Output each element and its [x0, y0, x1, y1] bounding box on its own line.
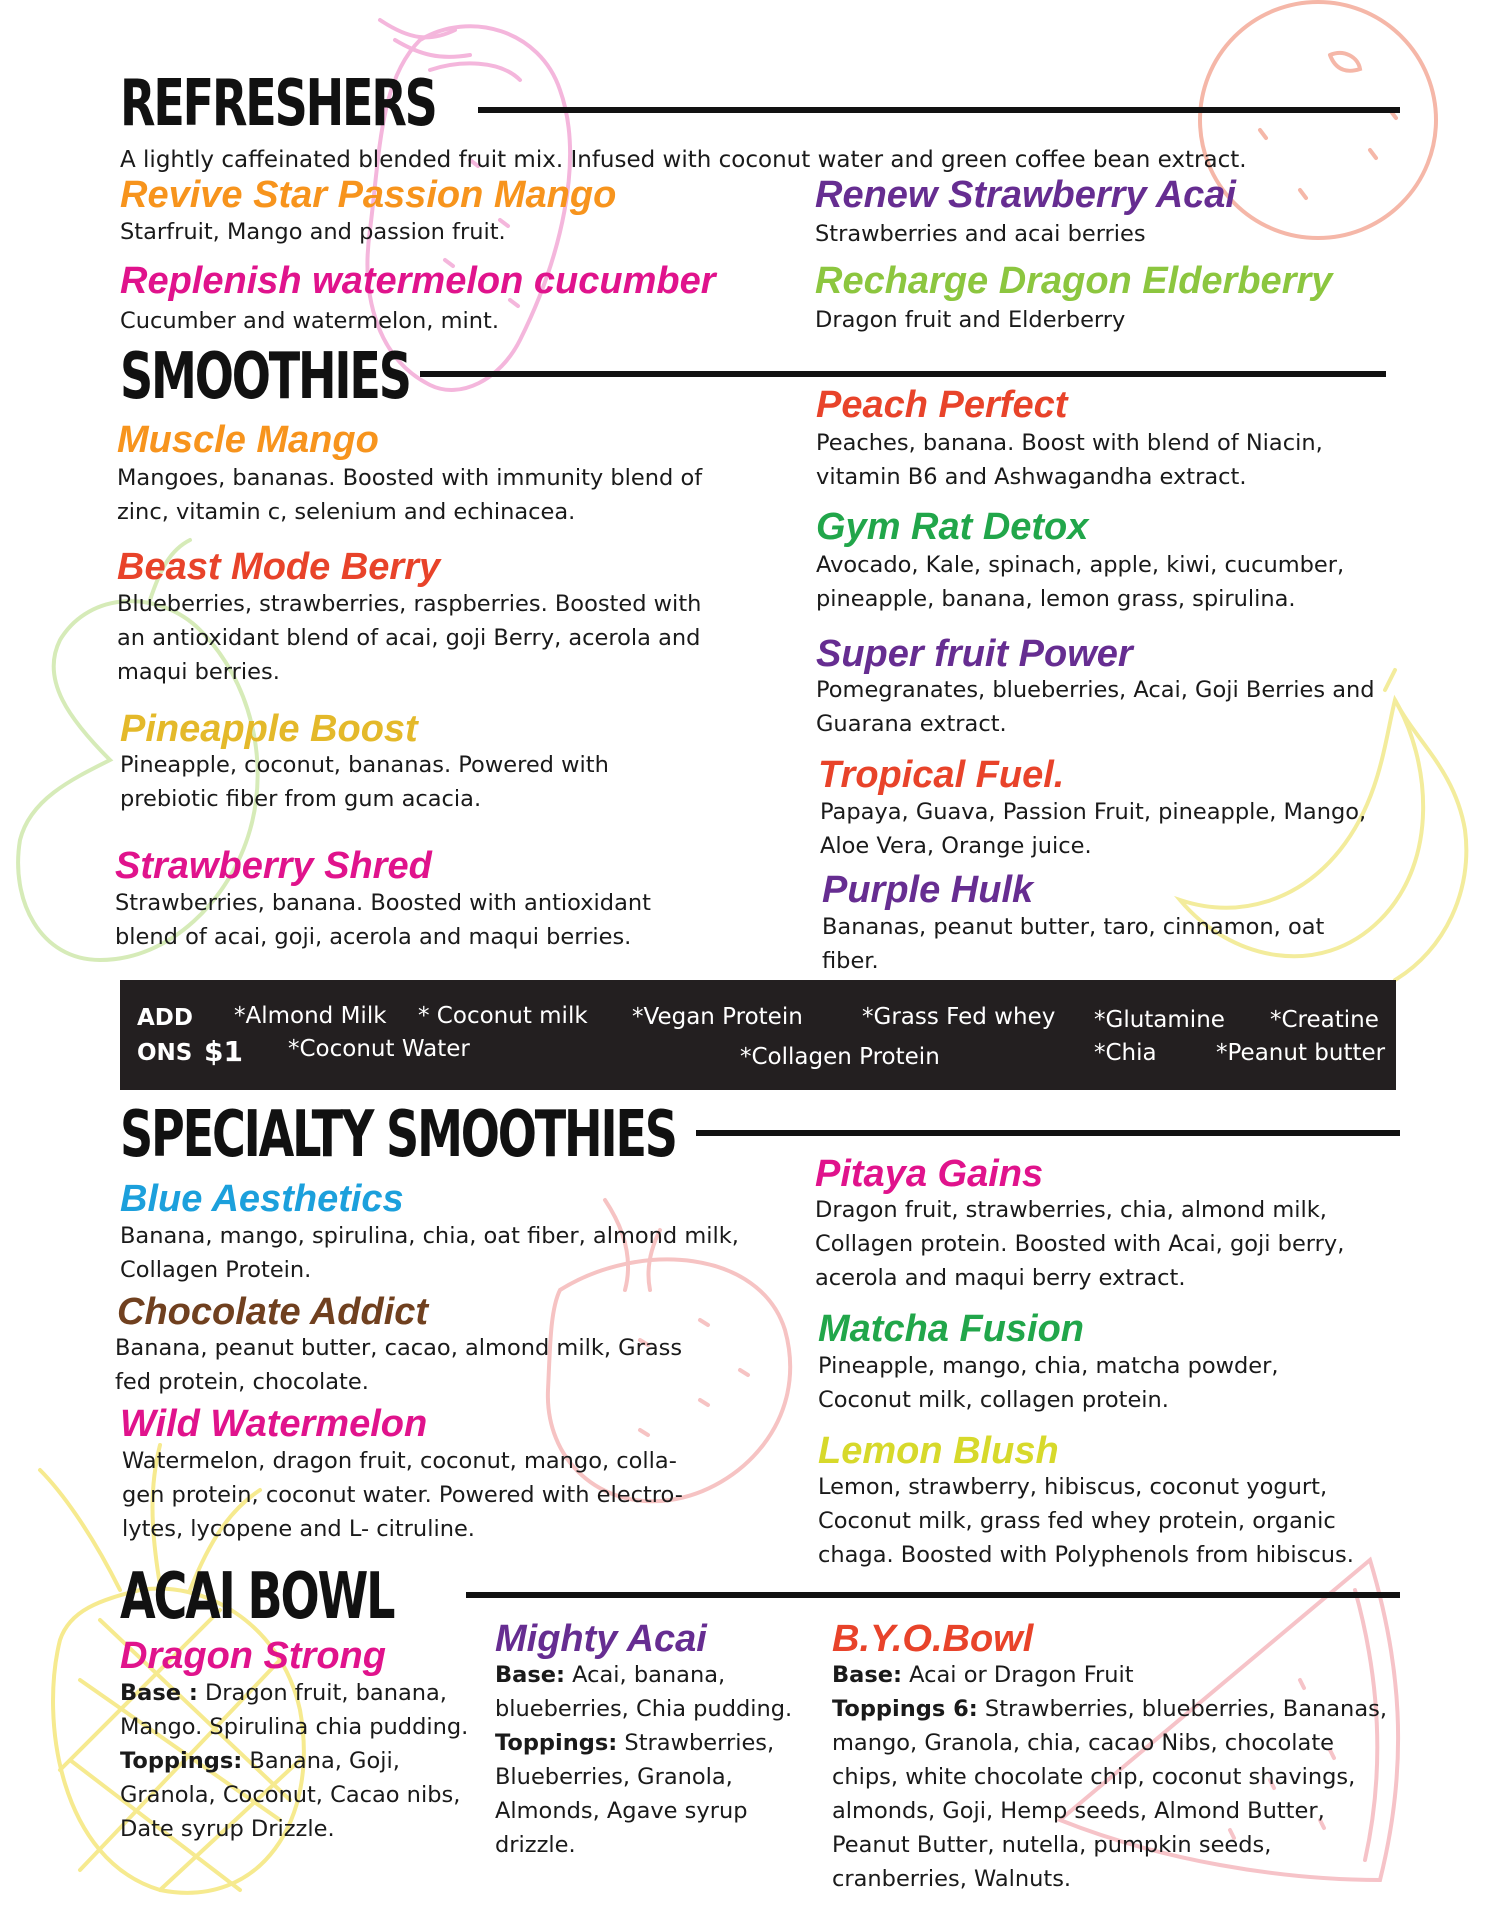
item-desc: Strawberries, banana. Boosted with antioxidant blend of acai, goji, acerola and maqui berries.	[115, 890, 651, 950]
item-name: Matcha Fusion	[818, 1308, 1085, 1350]
item-desc: Watermelon, dragon fruit, coconut, mango, colla- gen protein, coconut water. Powered with electro- lytes, lycopene and L- citruline.	[122, 1448, 683, 1542]
addon-item: *Vegan Protein	[632, 1004, 803, 1030]
item-name: Wild Watermelon	[120, 1403, 428, 1445]
toppings-text: Strawberries, Blueberries, Granola, Almonds, Agave syrup drizzle.	[495, 1730, 775, 1858]
acai-rule	[466, 1592, 1400, 1598]
item-name: Lemon Blush	[818, 1430, 1059, 1472]
item-desc: Bananas, peanut butter, taro, cinnamon, oat fiber.	[822, 914, 1325, 974]
bowl-desc	[495, 1658, 815, 1862]
base-label: Base:	[495, 1662, 565, 1688]
refreshers-heading: REFRESHERS	[120, 67, 436, 141]
addon-item: *Coconut Water	[288, 1036, 470, 1062]
acai-heading: ACAI BOWL	[120, 1560, 394, 1634]
item-name: Replenish watermelon cucumber	[120, 260, 716, 302]
addons-bar	[120, 980, 1396, 1090]
addons-label: ONS	[137, 1040, 193, 1066]
item-name: Blue Aesthetics	[120, 1178, 404, 1220]
toppings-label: Toppings:	[120, 1748, 243, 1774]
addon-item: *Glutamine	[1094, 1007, 1225, 1033]
addon-item: *Grass Fed whey	[862, 1004, 1056, 1030]
toppings-label: Toppings:	[495, 1730, 618, 1756]
smoothies-rule	[420, 371, 1386, 377]
item-desc: Mangoes, bananas. Boosted with immunity blend of zinc, vitamin c, selenium and echinacea.	[117, 465, 703, 525]
toppings-label: Toppings 6:	[832, 1696, 978, 1722]
item-name: Muscle Mango	[117, 419, 379, 461]
refreshers-rule	[478, 107, 1400, 113]
item-desc: Lemon, strawberry, hibiscus, coconut yogurt, Coconut milk, grass fed whey protein, organic chaga. Boosted with Polyphenols from hibiscus.	[818, 1474, 1354, 1568]
bowl-name: Mighty Acai	[495, 1618, 707, 1660]
item-desc: Pomegranates, blueberries, Acai, Goji Berries and Guarana extract.	[816, 677, 1375, 737]
item-desc: Strawberries and acai berries	[815, 221, 1146, 247]
item-name: Gym Rat Detox	[816, 506, 1089, 548]
item-name: Tropical Fuel.	[818, 754, 1065, 796]
item-name: Pitaya Gains	[815, 1153, 1044, 1195]
item-name: Purple Hulk	[822, 869, 1034, 911]
item-name: Beast Mode Berry	[117, 546, 441, 588]
base-label: Base:	[832, 1662, 902, 1688]
base-text: Acai or Dragon Fruit	[909, 1662, 1134, 1688]
item-name: Peach Perfect	[816, 384, 1068, 426]
toppings-text: Banana, Goji, Granola, Coconut, Cacao nibs, Date syrup Drizzle.	[120, 1748, 461, 1842]
addon-item: *Almond Milk	[234, 1003, 387, 1029]
bowl-desc	[832, 1658, 1402, 1896]
addon-item: * Coconut milk	[418, 1003, 588, 1029]
item-name: Recharge Dragon Elderberry	[815, 260, 1333, 302]
item-name: Pineapple Boost	[120, 708, 418, 750]
base-text: Acai, banana, blueberries, Chia pudding.	[495, 1662, 793, 1722]
item-desc: Starfruit, Mango and passion fruit.	[120, 219, 506, 245]
bowl-name: Dragon Strong	[120, 1635, 386, 1677]
addons-price: $1	[204, 1035, 243, 1068]
item-name: Chocolate Addict	[117, 1291, 429, 1333]
item-name: Strawberry Shred	[115, 845, 432, 887]
refreshers-intro: A lightly caffeinated blended fruit mix. Infused with coconut water and green coffee bean extract.	[120, 147, 1247, 173]
addon-item: *Chia	[1094, 1040, 1157, 1066]
base-text: Dragon fruit, banana, Mango. Spirulina chia pudding.	[120, 1680, 469, 1740]
item-desc: Banana, mango, spirulina, chia, oat fiber, almond milk, Collagen Protein.	[120, 1223, 739, 1283]
item-name: Renew Strawberry Acai	[815, 174, 1236, 216]
item-desc: Peaches, banana. Boost with blend of Niacin, vitamin B6 and Ashwagandha extract.	[816, 430, 1323, 490]
item-desc: Pineapple, mango, chia, matcha powder, Coconut milk, collagen protein.	[818, 1353, 1279, 1413]
item-desc: Blueberries, strawberries, raspberries. Boosted with an antioxidant blend of acai, goji Berry, acerola and maqui berries.	[117, 591, 702, 685]
item-desc: Cucumber and watermelon, mint.	[120, 308, 499, 334]
specialty-heading: SPECIALTY SMOOTHIES	[120, 1098, 676, 1172]
item-desc: Banana, peanut butter, cacao, almond milk, Grass fed protein, chocolate.	[115, 1335, 683, 1395]
item-desc: Dragon fruit, strawberries, chia, almond milk, Collagen protein. Boosted with Acai, goji berry, acerola and maqui berry extract.	[815, 1197, 1345, 1291]
specialty-rule	[696, 1130, 1400, 1136]
item-name: Revive Star Passion Mango	[120, 174, 617, 216]
item-desc: Papaya, Guava, Passion Fruit, pineapple, Mango, Aloe Vera, Orange juice.	[820, 799, 1367, 859]
bowl-name: B.Y.O.Bowl	[832, 1618, 1034, 1660]
addon-item: *Creatine	[1270, 1007, 1379, 1033]
addon-item: *Peanut butter	[1216, 1040, 1386, 1066]
bowl-desc	[120, 1676, 492, 1846]
item-desc: Dragon fruit and Elderberry	[815, 307, 1126, 333]
item-desc: Avocado, Kale, spinach, apple, kiwi, cucumber, pineapple, banana, lemon grass, spirulina.	[816, 552, 1345, 612]
item-desc: Pineapple, coconut, bananas. Powered with prebiotic fiber from gum acacia.	[120, 752, 609, 812]
item-name: Super fruit Power	[816, 633, 1133, 675]
toppings-text: Strawberries, blueberries, Bananas, mango, Granola, chia, cacao Nibs, chocolate chips, white chocolate chip, coconut shavings, almonds, Goji, Hemp seeds, Almond Butter, Peanut Butter, nutella, pumpkin seeds, cranberries, Walnuts.	[832, 1696, 1387, 1892]
smoothies-heading: SMOOTHIES	[120, 340, 410, 414]
addons-label: ADD	[137, 1005, 193, 1031]
base-label: Base :	[120, 1680, 198, 1706]
addon-item: *Collagen Protein	[740, 1044, 940, 1070]
